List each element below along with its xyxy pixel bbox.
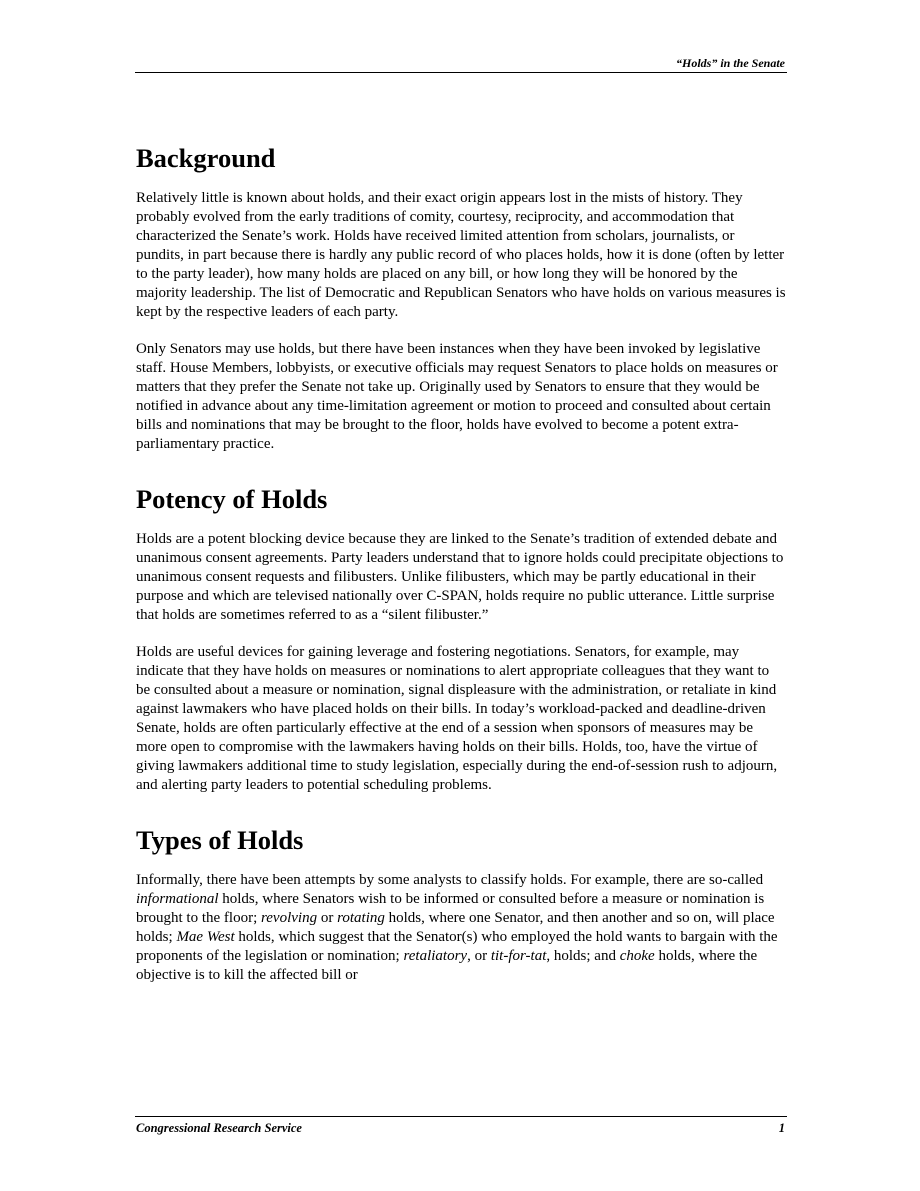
italic-term: revolving [260, 910, 318, 926]
text-run: holds, which suggest that the Senator(s) who employed the hold wants to bargain with the proponents of the legislation or nomination; [136, 929, 778, 964]
paragraph: Relatively little is known about holds, and their exact origin appears lost in the mists of history. They probably evolved from the early traditions of comity, courtesy, reciprocity, and accommodation that characterized the Senate’s work. Holds have received limited attention from scholars, journalists, or pundits, in part because there is hardly any public record of who places holds, how it is done (often by letter to the party leader), how many holds are placed on any bill, or how long they will be honored by the majority leadership. The list of Democratic and Republican Senators who have holds on various measures is kept by the respective leaders of each party. [136, 190, 786, 320]
page-number: 1 [778, 1121, 785, 1135]
page-body [136, 140, 786, 985]
italic-term: choke [619, 948, 655, 964]
text-run: or [317, 910, 338, 926]
text-run: Informally, there have been attempts by some analysts to classify holds. For example, there are so-called [136, 872, 764, 888]
italic-term: tit-for-tat [490, 948, 547, 964]
running-header: “Holds” in the Senate [675, 56, 785, 70]
italic-term: informational [136, 891, 219, 907]
text-run: , holds; and [546, 948, 620, 964]
paragraph-types-of-holds [136, 871, 786, 985]
text-run: holds, where one Senator, and then another and so on, will place holds; [136, 910, 775, 945]
heading-potency-of-holds: Potency of Holds [136, 484, 328, 514]
italic-term: Mae West [176, 929, 235, 945]
italic-term: rotating [337, 910, 385, 926]
footer-rule [135, 1116, 787, 1117]
heading-types-of-holds: Types of Holds [136, 825, 304, 855]
text-run: holds, where the objective is to kill the affected bill or [136, 948, 758, 983]
header-rule [135, 72, 787, 73]
italic-term: retaliatory [403, 948, 468, 964]
footer-publisher: Congressional Research Service [136, 1121, 302, 1135]
paragraph: Holds are a potent blocking device because they are linked to the Senate’s tradition of extended debate and unanimous consent agreements. Party leaders understand that to ignore holds could precipitate objections to unanimous consent requests and filibusters. Unlike filibusters, which may be partly educational in their purpose and which are televised nationally over C-SPAN, holds require no public utterance. Little surprise that holds are sometimes referred to as a “silent filibuster.” [136, 531, 784, 623]
paragraph: Only Senators may use holds, but there have been instances when they have been invoked by legislative staff. House Members, lobbyists, or executive officials may request Senators to place holds on measures or matters that they prefer the Senate not take up. Originally used by Senators to ensure that they would be notified in advance about any time-limitation agreement or motion to proceed and consulted about certain bills and nominations that may be brought to the floor, holds have evolved to become a potent extra-parliamentary practice. [136, 341, 778, 452]
text-run: holds, where Senators wish to be informed or consulted before a measure or nomination is brought to the floor; [136, 891, 765, 926]
paragraph: Holds are useful devices for gaining leverage and fostering negotiations. Senators, for example, may indicate that they have holds on measures or nominations to alert appropriate colleagues that they want to be consulted about a measure or nomination, signal displeasure with the administration, or retaliate in kind against lawmakers who have placed holds on their bills. In today’s workload-packed and deadline-driven Senate, holds are often particularly effective at the end of a session when sponsors of measures may be more open to compromise with the lawmakers having holds on their bills. Holds, too, have the virtue of giving lawmakers additional time to study legislation, especially during the end-of-session rush to adjourn, and alerting party leaders to potential scheduling problems. [136, 644, 778, 793]
text-run: , or [467, 948, 491, 964]
heading-background: Background [136, 143, 276, 173]
